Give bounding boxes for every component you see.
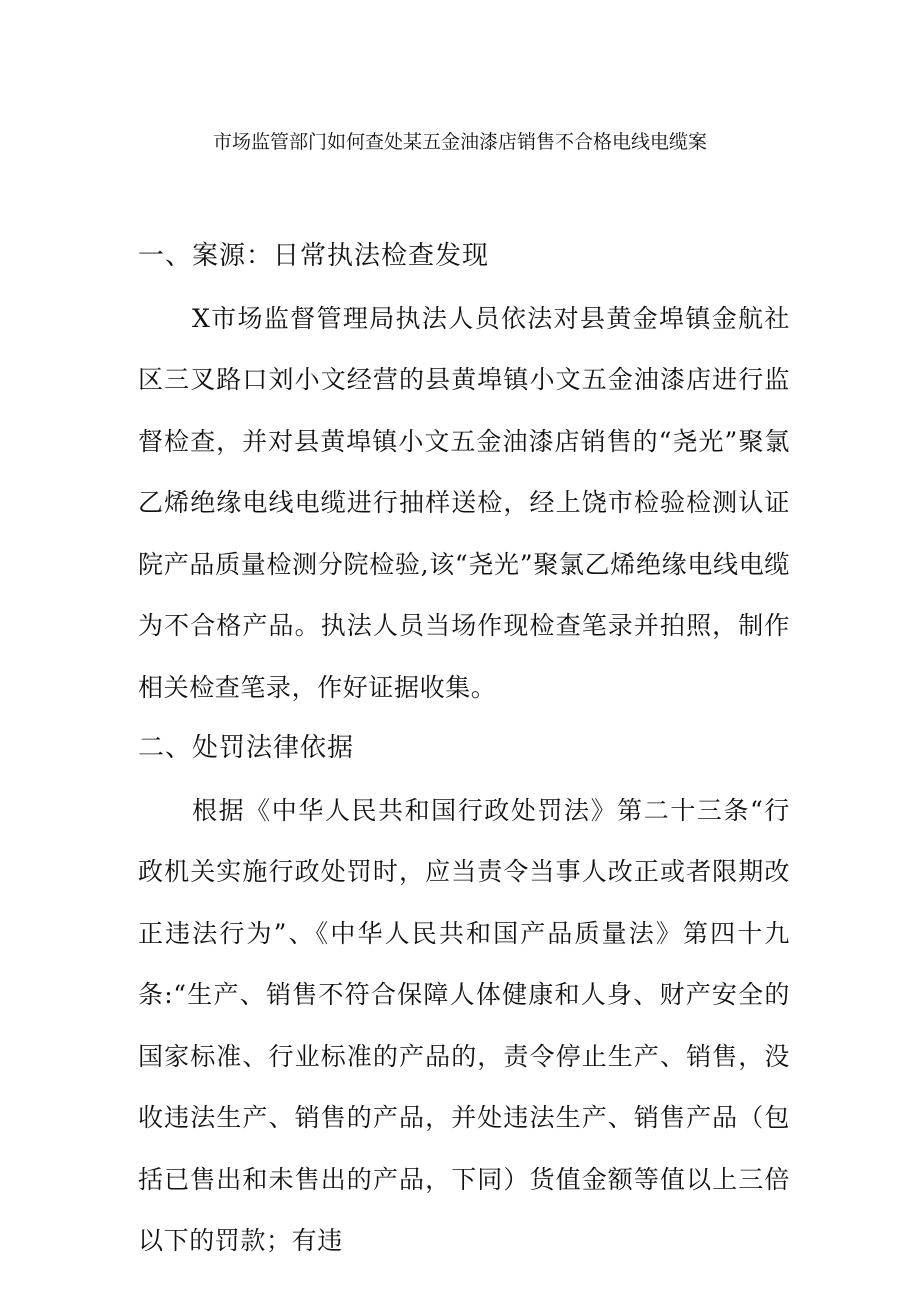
document-title: 市场监管部门如何查处某五金油漆店销售不合格电线电缆案 (212, 131, 707, 153)
section-heading-case-source: 一、案源：日常执法检查发现 (138, 241, 490, 271)
section-paragraph-legal-basis: 根据《中华人民共和国行政处罚法》第二十三条“行政机关实施行政处罚时，应当责令当事人改正或者限期改正违法行为”、《中华人民共和国产品质量法》第四十九条:“生产、销售不符合保障人体健康和人身、财产安全的国家标准、行业标准的产品的，责令停止生产、销售，没收违法生产、销售的产品，并处违法生产、销售产品（包括已售出和未售出的产品，下同）货值金额等值以上三倍以下的罚款；有违 (138, 795, 790, 1255)
section-heading-legal-basis: 二、处罚法律依据 (138, 733, 355, 763)
section-paragraph-case-source: X市场监督管理局执法人员依法对县黄金埠镇金航社区三叉路口刘小文经营的县黄埠镇小文五金油漆店进行监督检查，并对县黄埠镇小文五金油漆店销售的“尧光”聚氯乙烯绝缘电线电缆进行抽样送检，经上饶市检验检测认证院产品质量检测分院检验,该“尧光”聚氯乙烯绝缘电线电缆为不合格产品。执法人员当场作现检查笔录并拍照，制作相关检查笔录，作好证据收集。 (138, 303, 790, 702)
document-body (138, 226, 790, 1272)
